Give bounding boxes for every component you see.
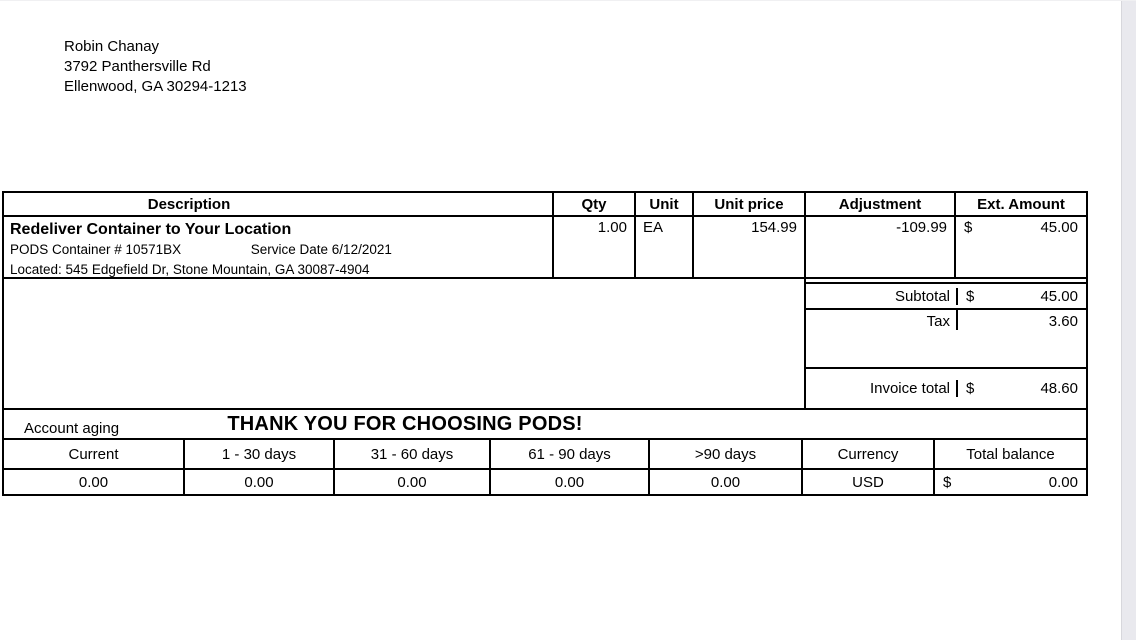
line-item-row	[4, 217, 1086, 279]
line-item-location: Located: 545 Edgefield Dr, Stone Mountain, GA 30087-4904	[10, 262, 370, 277]
recipient-name: Robin Chanay	[64, 38, 160, 55]
subtotal-value-cell	[956, 288, 1086, 305]
subtotal-row	[806, 282, 1086, 310]
totals-band	[4, 279, 1086, 408]
invoice-total-value-cell	[956, 380, 1086, 397]
aging-header-over-90: >90 days	[650, 440, 803, 468]
header-adjustment: Adjustment	[806, 193, 956, 215]
aging-value-total-balance	[935, 470, 1086, 494]
tax-value-cell	[956, 310, 1086, 330]
ext-amount-value: 45.00	[1040, 219, 1078, 236]
tax-amount: 3.60	[1048, 313, 1078, 330]
recipient-street: 3792 Panthersville Rd	[64, 58, 211, 75]
subtotal-label: Subtotal	[894, 287, 950, 305]
line-item-unit-price: 154.99	[694, 217, 806, 277]
line-item-container-info	[10, 240, 548, 260]
line-item-ext-amount	[956, 217, 1086, 277]
invoice-total-label: Invoice total	[869, 380, 950, 397]
vertical-scrollbar[interactable]	[1121, 1, 1136, 640]
header-qty: Qty	[554, 193, 636, 215]
invoice-header-row	[4, 193, 1086, 217]
aging-value-currency: USD	[803, 470, 935, 494]
line-item-adjustment: -109.99	[806, 217, 956, 277]
empty-description-area	[4, 279, 806, 408]
aging-value-1-30: 0.00	[185, 470, 335, 494]
recipient-address-block	[64, 37, 247, 97]
aging-value-31-60: 0.00	[335, 470, 491, 494]
aging-header-currency: Currency	[803, 440, 935, 468]
invoice-table	[2, 191, 1088, 496]
aging-header-61-90: 61 - 90 days	[491, 440, 650, 468]
aging-header-total-balance: Total balance	[966, 445, 1055, 463]
aging-value-current: 0.00	[4, 470, 185, 494]
service-date: Service Date 6/12/2021	[250, 242, 392, 257]
line-item-unit: EA	[636, 217, 694, 277]
invoice-total-row	[806, 369, 1086, 408]
dollar-sign: $	[943, 473, 952, 491]
tax-label: Tax	[926, 313, 950, 330]
aging-value-over-90: 0.00	[650, 470, 803, 494]
thank-you-message: THANK YOU FOR CHOOSING PODS!	[227, 412, 583, 435]
line-item-title: Redeliver Container to Your Location	[10, 221, 292, 238]
dollar-sign: $	[966, 380, 975, 397]
total-balance-amount: 0.00	[1048, 473, 1078, 491]
dollar-sign: $	[964, 219, 973, 236]
line-item-description	[4, 217, 554, 277]
dollar-sign: $	[966, 287, 975, 305]
totals-column	[806, 279, 1086, 408]
aging-value-61-90: 0.00	[491, 470, 650, 494]
tax-row	[806, 310, 1086, 369]
account-aging-header-row	[4, 438, 1086, 468]
aging-header-current: Current	[4, 440, 185, 468]
container-number: PODS Container # 10571BX	[10, 242, 182, 257]
account-aging-caption: Account aging	[24, 420, 120, 437]
line-item-qty: 1.00	[554, 217, 636, 277]
aging-header-1-30: 1 - 30 days	[185, 440, 335, 468]
header-description: Description	[4, 193, 554, 215]
thank-you-row	[4, 408, 1086, 438]
header-unit: Unit	[636, 193, 694, 215]
header-unit-price: Unit price	[694, 193, 806, 215]
account-aging-values-row	[4, 468, 1086, 494]
recipient-city-state-zip: Ellenwood, GA 30294-1213	[64, 78, 247, 95]
header-ext-amount: Ext. Amount	[977, 195, 1065, 213]
invoice-total-amount: 48.60	[1040, 380, 1078, 397]
subtotal-amount: 45.00	[1040, 287, 1078, 305]
aging-header-31-60: 31 - 60 days	[335, 440, 491, 468]
